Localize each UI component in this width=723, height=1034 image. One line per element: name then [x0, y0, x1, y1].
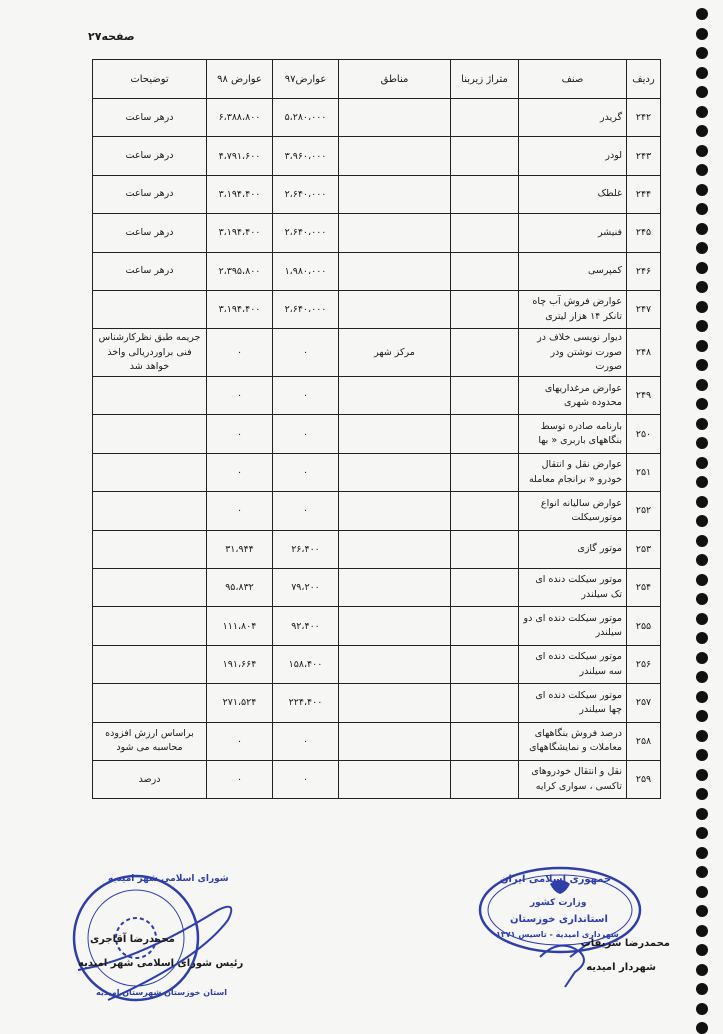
- row-area: [451, 607, 519, 645]
- binder-hole-icon: [696, 613, 708, 625]
- mayor-signature-block: [430, 862, 670, 992]
- mayor-stamp-line-2: وزارت کشور: [530, 898, 587, 908]
- binder-hole-icon: [696, 827, 708, 839]
- binder-hole-icon: [696, 886, 708, 898]
- binder-hole-icon: [696, 496, 708, 508]
- binder-hole-icon: [696, 359, 708, 371]
- row-number: ۲۵۷: [627, 684, 661, 722]
- table-row: [93, 214, 661, 252]
- binder-hole-icon: [696, 632, 708, 644]
- row-notes: [93, 290, 207, 328]
- row-fee-98: ۹۵،۸۳۲: [207, 569, 273, 607]
- row-fee-97: ۷۹،۲۰۰: [273, 569, 339, 607]
- table-row: [93, 530, 661, 568]
- row-fee-98: ۱۱۱،۸۰۴: [207, 607, 273, 645]
- row-number: ۲۴۶: [627, 252, 661, 290]
- council-stamp-line-1: شورای اسلامی شهر امیدیه: [108, 874, 229, 884]
- binder-hole-icon: [696, 574, 708, 586]
- row-fee-98: ۱۹۱،۶۶۴: [207, 645, 273, 683]
- row-notes: براساس ارزش افزوده محاسبه می شود: [93, 722, 207, 760]
- row-number: ۲۴۵: [627, 214, 661, 252]
- row-number: ۲۴۳: [627, 137, 661, 175]
- binder-hole-icon: [696, 223, 708, 235]
- mayor-stamp-line-4: شهرداری امیدیه - تاسیس ۱۳۷۱: [496, 930, 619, 939]
- row-category: غلطک: [519, 175, 627, 213]
- binder-hole-icon: [696, 983, 708, 995]
- binder-hole-icon: [696, 379, 708, 391]
- binder-hole-icon: [696, 515, 708, 527]
- row-area: [451, 252, 519, 290]
- row-number: ۲۵۸: [627, 722, 661, 760]
- row-fee-97: ۰: [273, 492, 339, 530]
- binder-hole-icon: [696, 769, 708, 781]
- row-category: گریدر: [519, 99, 627, 137]
- row-fee-97: ۲،۶۴۰،۰۰۰: [273, 175, 339, 213]
- row-region: [339, 453, 451, 491]
- row-number: ۲۴۴: [627, 175, 661, 213]
- binder-hole-icon: [696, 67, 708, 79]
- row-fee-97: ۵،۲۸۰،۰۰۰: [273, 99, 339, 137]
- row-fee-98: ۰: [207, 329, 273, 377]
- row-notes: جریمه طبق نظرکارشناس فنی براوردریالی واخذ خواهد شد: [93, 329, 207, 377]
- row-fee-97: ۲۲۴،۴۰۰: [273, 684, 339, 722]
- council-chair-title: رئیس شورای اسلامی شهر امیدیه: [78, 958, 244, 969]
- council-stamp-line-2: استان خوزستان شهرستان امیدیه: [96, 988, 227, 997]
- row-number: ۲۵۶: [627, 645, 661, 683]
- row-region: [339, 530, 451, 568]
- row-region: [339, 492, 451, 530]
- row-fee-98: ۰: [207, 453, 273, 491]
- binder-hole-icon: [696, 184, 708, 196]
- table-row: [93, 377, 661, 415]
- header-area: متراژ زیربنا: [451, 60, 519, 99]
- row-notes: [93, 607, 207, 645]
- row-region: [339, 252, 451, 290]
- binder-hole-icon: [696, 749, 708, 761]
- row-region: [339, 175, 451, 213]
- table-row: [93, 175, 661, 213]
- table-row: [93, 684, 661, 722]
- row-number: ۲۵۹: [627, 761, 661, 799]
- row-category: بارنامه صادره توسط بنگاههای باربری « بها: [519, 415, 627, 453]
- row-fee-98: ۲۷۱،۵۲۴: [207, 684, 273, 722]
- binder-hole-icon: [696, 964, 708, 976]
- row-notes: درهر ساعت: [93, 175, 207, 213]
- header-fee-97: عوارض۹۷: [273, 60, 339, 99]
- binder-hole-icon: [696, 905, 708, 917]
- row-region: [339, 761, 451, 799]
- row-region: [339, 377, 451, 415]
- row-notes: [93, 684, 207, 722]
- row-fee-98: ۴،۷۹۱،۶۰۰: [207, 137, 273, 175]
- row-fee-97: ۰: [273, 722, 339, 760]
- binder-hole-icon: [696, 262, 708, 274]
- header-regions: مناطق: [339, 60, 451, 99]
- row-number: ۲۴۲: [627, 99, 661, 137]
- binder-hole-icon: [696, 925, 708, 937]
- council-chair-name: محمدرضا آقاجری: [90, 934, 175, 945]
- row-region: [339, 415, 451, 453]
- row-category: کمپرسی: [519, 252, 627, 290]
- row-category: موتور سیکلت دنده ای سه سیلندر: [519, 645, 627, 683]
- table-row: [93, 569, 661, 607]
- row-area: [451, 530, 519, 568]
- row-notes: درصد: [93, 761, 207, 799]
- row-fee-97: ۰: [273, 415, 339, 453]
- row-area: [451, 722, 519, 760]
- row-fee-97: ۲۶،۴۰۰: [273, 530, 339, 568]
- row-fee-98: ۰: [207, 492, 273, 530]
- table-row: [93, 99, 661, 137]
- council-signature-block: [58, 860, 258, 1020]
- row-fee-98: ۶،۳۸۸،۸۰۰: [207, 99, 273, 137]
- row-notes: [93, 415, 207, 453]
- binder-hole-icon: [696, 944, 708, 956]
- row-area: [451, 99, 519, 137]
- row-region: [339, 607, 451, 645]
- row-region: مرکز شهر: [339, 329, 451, 377]
- mayor-title: شهردار امیدیه: [586, 962, 656, 973]
- row-area: [451, 137, 519, 175]
- row-fee-98: ۳۱،۹۴۴: [207, 530, 273, 568]
- row-area: [451, 453, 519, 491]
- row-notes: درهر ساعت: [93, 214, 207, 252]
- row-area: [451, 569, 519, 607]
- table-header-row: [93, 60, 661, 99]
- row-category: دیوار نویسی خلاف در صورت نوشتن ودر صورت: [519, 329, 627, 377]
- row-category: موتور سیکلت دنده ای دو سیلندر: [519, 607, 627, 645]
- row-notes: [93, 569, 207, 607]
- row-fee-98: ۳،۱۹۴،۴۰۰: [207, 175, 273, 213]
- row-number: ۲۵۰: [627, 415, 661, 453]
- row-notes: [93, 530, 207, 568]
- binder-hole-icon: [696, 320, 708, 332]
- row-category: فنیشر: [519, 214, 627, 252]
- binder-hole-icon: [696, 652, 708, 664]
- row-number: ۲۵۳: [627, 530, 661, 568]
- binder-hole-icon: [696, 788, 708, 800]
- binder-hole-icon: [696, 28, 708, 40]
- row-notes: [93, 377, 207, 415]
- binder-hole-icon: [696, 301, 708, 313]
- binder-hole-icon: [696, 203, 708, 215]
- binder-hole-icon: [696, 866, 708, 878]
- mayor-stamp-line-1: جمهوری اسلامی ایران: [500, 874, 612, 885]
- row-category: درصد فروش بنگاههای معاملات و نمایشگاههای: [519, 722, 627, 760]
- binder-hole-icon: [696, 398, 708, 410]
- row-notes: درهر ساعت: [93, 99, 207, 137]
- row-fee-98: ۰: [207, 377, 273, 415]
- binder-hole-icon: [696, 730, 708, 742]
- row-number: ۲۴۷: [627, 290, 661, 328]
- row-fee-97: ۱۵۸،۴۰۰: [273, 645, 339, 683]
- row-number: ۲۵۲: [627, 492, 661, 530]
- row-category: عوارض نقل و انتقال خودرو « برانجام معامله: [519, 453, 627, 491]
- row-area: [451, 492, 519, 530]
- header-category: صنف: [519, 60, 627, 99]
- row-area: [451, 761, 519, 799]
- row-fee-97: ۲،۶۴۰،۰۰۰: [273, 214, 339, 252]
- binder-hole-icon: [696, 145, 708, 157]
- binder-hole-icon: [696, 340, 708, 352]
- binder-hole-icon: [696, 125, 708, 137]
- row-fee-97: ۳،۹۶۰،۰۰۰: [273, 137, 339, 175]
- binder-holes: [693, 0, 715, 1024]
- binder-hole-icon: [696, 457, 708, 469]
- table-row: [93, 761, 661, 799]
- row-fee-97: ۹۲،۴۰۰: [273, 607, 339, 645]
- header-notes: توضیحات: [93, 60, 207, 99]
- binder-hole-icon: [696, 47, 708, 59]
- row-number: ۲۴۹: [627, 377, 661, 415]
- row-region: [339, 137, 451, 175]
- row-notes: درهر ساعت: [93, 137, 207, 175]
- row-fee-97: ۲،۶۴۰،۰۰۰: [273, 290, 339, 328]
- row-category: عوارض سالیانه انواع موتورسیکلت: [519, 492, 627, 530]
- row-area: [451, 415, 519, 453]
- row-notes: [93, 453, 207, 491]
- table-row: [93, 492, 661, 530]
- binder-hole-icon: [696, 418, 708, 430]
- table-row: [93, 415, 661, 453]
- row-fee-97: ۰: [273, 761, 339, 799]
- table-row: [93, 645, 661, 683]
- row-category: موتور گازی: [519, 530, 627, 568]
- binder-hole-icon: [696, 808, 708, 820]
- row-region: [339, 99, 451, 137]
- row-region: [339, 645, 451, 683]
- binder-hole-icon: [696, 242, 708, 254]
- binder-hole-icon: [696, 437, 708, 449]
- binder-hole-icon: [696, 593, 708, 605]
- row-area: [451, 214, 519, 252]
- row-notes: [93, 492, 207, 530]
- row-category: موتور سیکلت دنده ای چها سیلندر: [519, 684, 627, 722]
- binder-hole-icon: [696, 710, 708, 722]
- row-region: [339, 214, 451, 252]
- row-region: [339, 569, 451, 607]
- table-row: [93, 290, 661, 328]
- binder-hole-icon: [696, 554, 708, 566]
- row-category: عوارض فروش آب چاه تانکر ۱۴ هزار لیتری: [519, 290, 627, 328]
- row-number: ۲۴۸: [627, 329, 661, 377]
- binder-hole-icon: [696, 86, 708, 98]
- row-number: ۲۵۵: [627, 607, 661, 645]
- table-row: [93, 722, 661, 760]
- row-fee-98: ۰: [207, 761, 273, 799]
- mayor-stamp-line-3: استانداری خوزستان: [510, 914, 608, 925]
- row-fee-97: ۱،۹۸۰،۰۰۰: [273, 252, 339, 290]
- row-fee-98: ۰: [207, 722, 273, 760]
- row-category: لودر: [519, 137, 627, 175]
- row-notes: درهر ساعت: [93, 252, 207, 290]
- binder-hole-icon: [696, 847, 708, 859]
- row-number: ۲۵۱: [627, 453, 661, 491]
- binder-hole-icon: [696, 164, 708, 176]
- binder-hole-icon: [696, 8, 708, 20]
- table-row: [93, 252, 661, 290]
- table-row: [93, 137, 661, 175]
- row-area: [451, 329, 519, 377]
- row-region: [339, 684, 451, 722]
- row-region: [339, 722, 451, 760]
- row-fee-98: ۳،۱۹۴،۴۰۰: [207, 290, 273, 328]
- row-notes: [93, 645, 207, 683]
- row-fee-98: ۰: [207, 415, 273, 453]
- page-number: صفحه۲۷: [88, 30, 135, 43]
- binder-hole-icon: [696, 691, 708, 703]
- binder-hole-icon: [696, 1003, 708, 1015]
- table-row: [93, 329, 661, 377]
- row-fee-97: ۰: [273, 329, 339, 377]
- row-category: عوارض مرغداریهای محدوده شهری: [519, 377, 627, 415]
- table-row: [93, 453, 661, 491]
- row-region: [339, 290, 451, 328]
- row-fee-97: ۰: [273, 377, 339, 415]
- binder-hole-icon: [696, 281, 708, 293]
- table-row: [93, 607, 661, 645]
- binder-hole-icon: [696, 106, 708, 118]
- row-area: [451, 684, 519, 722]
- row-number: ۲۵۴: [627, 569, 661, 607]
- mayor-name: محمدرضا شریفات: [580, 938, 670, 949]
- row-area: [451, 290, 519, 328]
- row-area: [451, 377, 519, 415]
- row-fee-98: ۲،۳۹۵،۸۰۰: [207, 252, 273, 290]
- fees-table: [92, 59, 661, 799]
- row-fee-98: ۳،۱۹۴،۴۰۰: [207, 214, 273, 252]
- binder-hole-icon: [696, 535, 708, 547]
- header-row-number: ردیف: [627, 60, 661, 99]
- row-area: [451, 645, 519, 683]
- row-category: نقل و انتقال خودروهای تاکسی ، سواری کرایه: [519, 761, 627, 799]
- binder-hole-icon: [696, 671, 708, 683]
- row-fee-97: ۰: [273, 453, 339, 491]
- row-category: موتور سیکلت دنده ای تک سیلندر: [519, 569, 627, 607]
- header-fee-98: عوارض ۹۸: [207, 60, 273, 99]
- row-area: [451, 175, 519, 213]
- binder-hole-icon: [696, 476, 708, 488]
